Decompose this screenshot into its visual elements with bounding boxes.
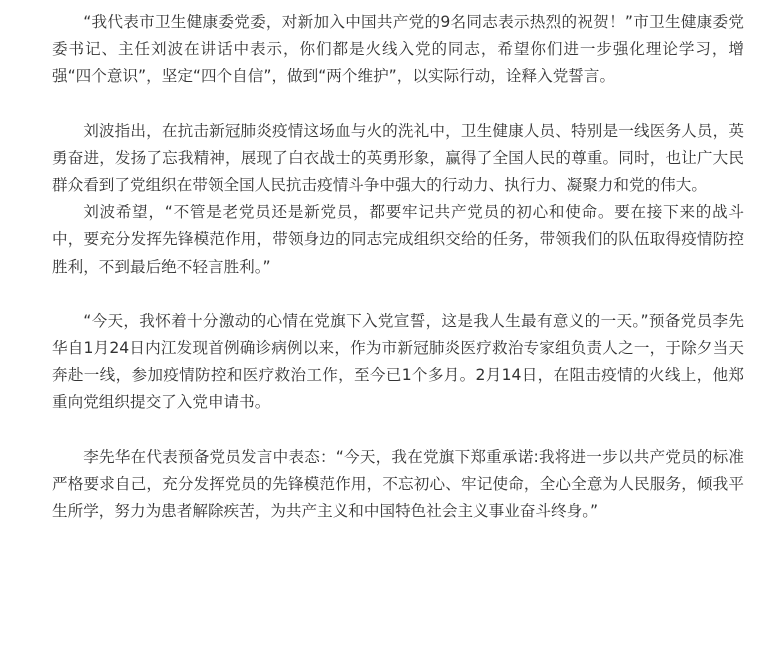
article-paragraph-liu-bo-hopes: 刘波希望，“不管是老党员还是新党员，都要牢记共产党员的初心和使命。要在接下来的战斗中，要充分发挥先锋模范作用，带领身边的同志完成组织交给的任务，带领我们的队伍取得疫情防控胜利，不到最后绝不轻言胜利。” xyxy=(52,203,744,276)
article-paragraph-li-xianhua-oath: “今天，我怀着十分激动的心情在党旗下入党宣誓，这是我人生最有意义的一天。”预备党员李先华自1月24日内江发现首例确诊病例以来，作为市新冠肺炎医疗救治专家组负责人之一，于除夕当天奔赴一线，参加疫情防控和医疗救治工作，至今已1个多月。2月14日，在阻击疫情的火线上，他郑重向党组织提交了入党申请书。 xyxy=(52,311,744,412)
article-paragraph-li-xianhua-speech: 李先华在代表预备党员发言中表态：“今天，我在党旗下郑重承诺:我将进一步以共产党员的标准严格要求自己，充分发挥党员的先锋模范作用，不忘初心、牢记使命，全心全意为人民服务，倾我平生所学，努力为患者解除疾苦，为共产主义和中国特色社会主义事业奋斗终身。” xyxy=(52,447,744,521)
article-body xyxy=(52,0,744,525)
article-paragraph-congratulations: “我代表市卫生健康委党委，对新加入中国共产党的9名同志表示热烈的祝贺！”市卫生健康委党委书记、主任刘波在讲话中表示，你们都是火线入党的同志，希望你们进一步强化理论学习，增强“四个意识”，坚定“四个自信”，做到“两个维护”，以实际行动，诠释入党誓言。 xyxy=(52,13,744,86)
article-paragraph-liu-bo-points: 刘波指出，在抗击新冠肺炎疫情这场血与火的洗礼中，卫生健康人员、特别是一线医务人员，英勇奋进，发扬了忘我精神，展现了白衣战士的英勇形象，赢得了全国人民的尊重。同时，也让广大民群众看到了党组织在带领全国人民抗击疫情斗争中强大的行动力、执行力、凝聚力和党的伟大。 xyxy=(52,121,744,195)
